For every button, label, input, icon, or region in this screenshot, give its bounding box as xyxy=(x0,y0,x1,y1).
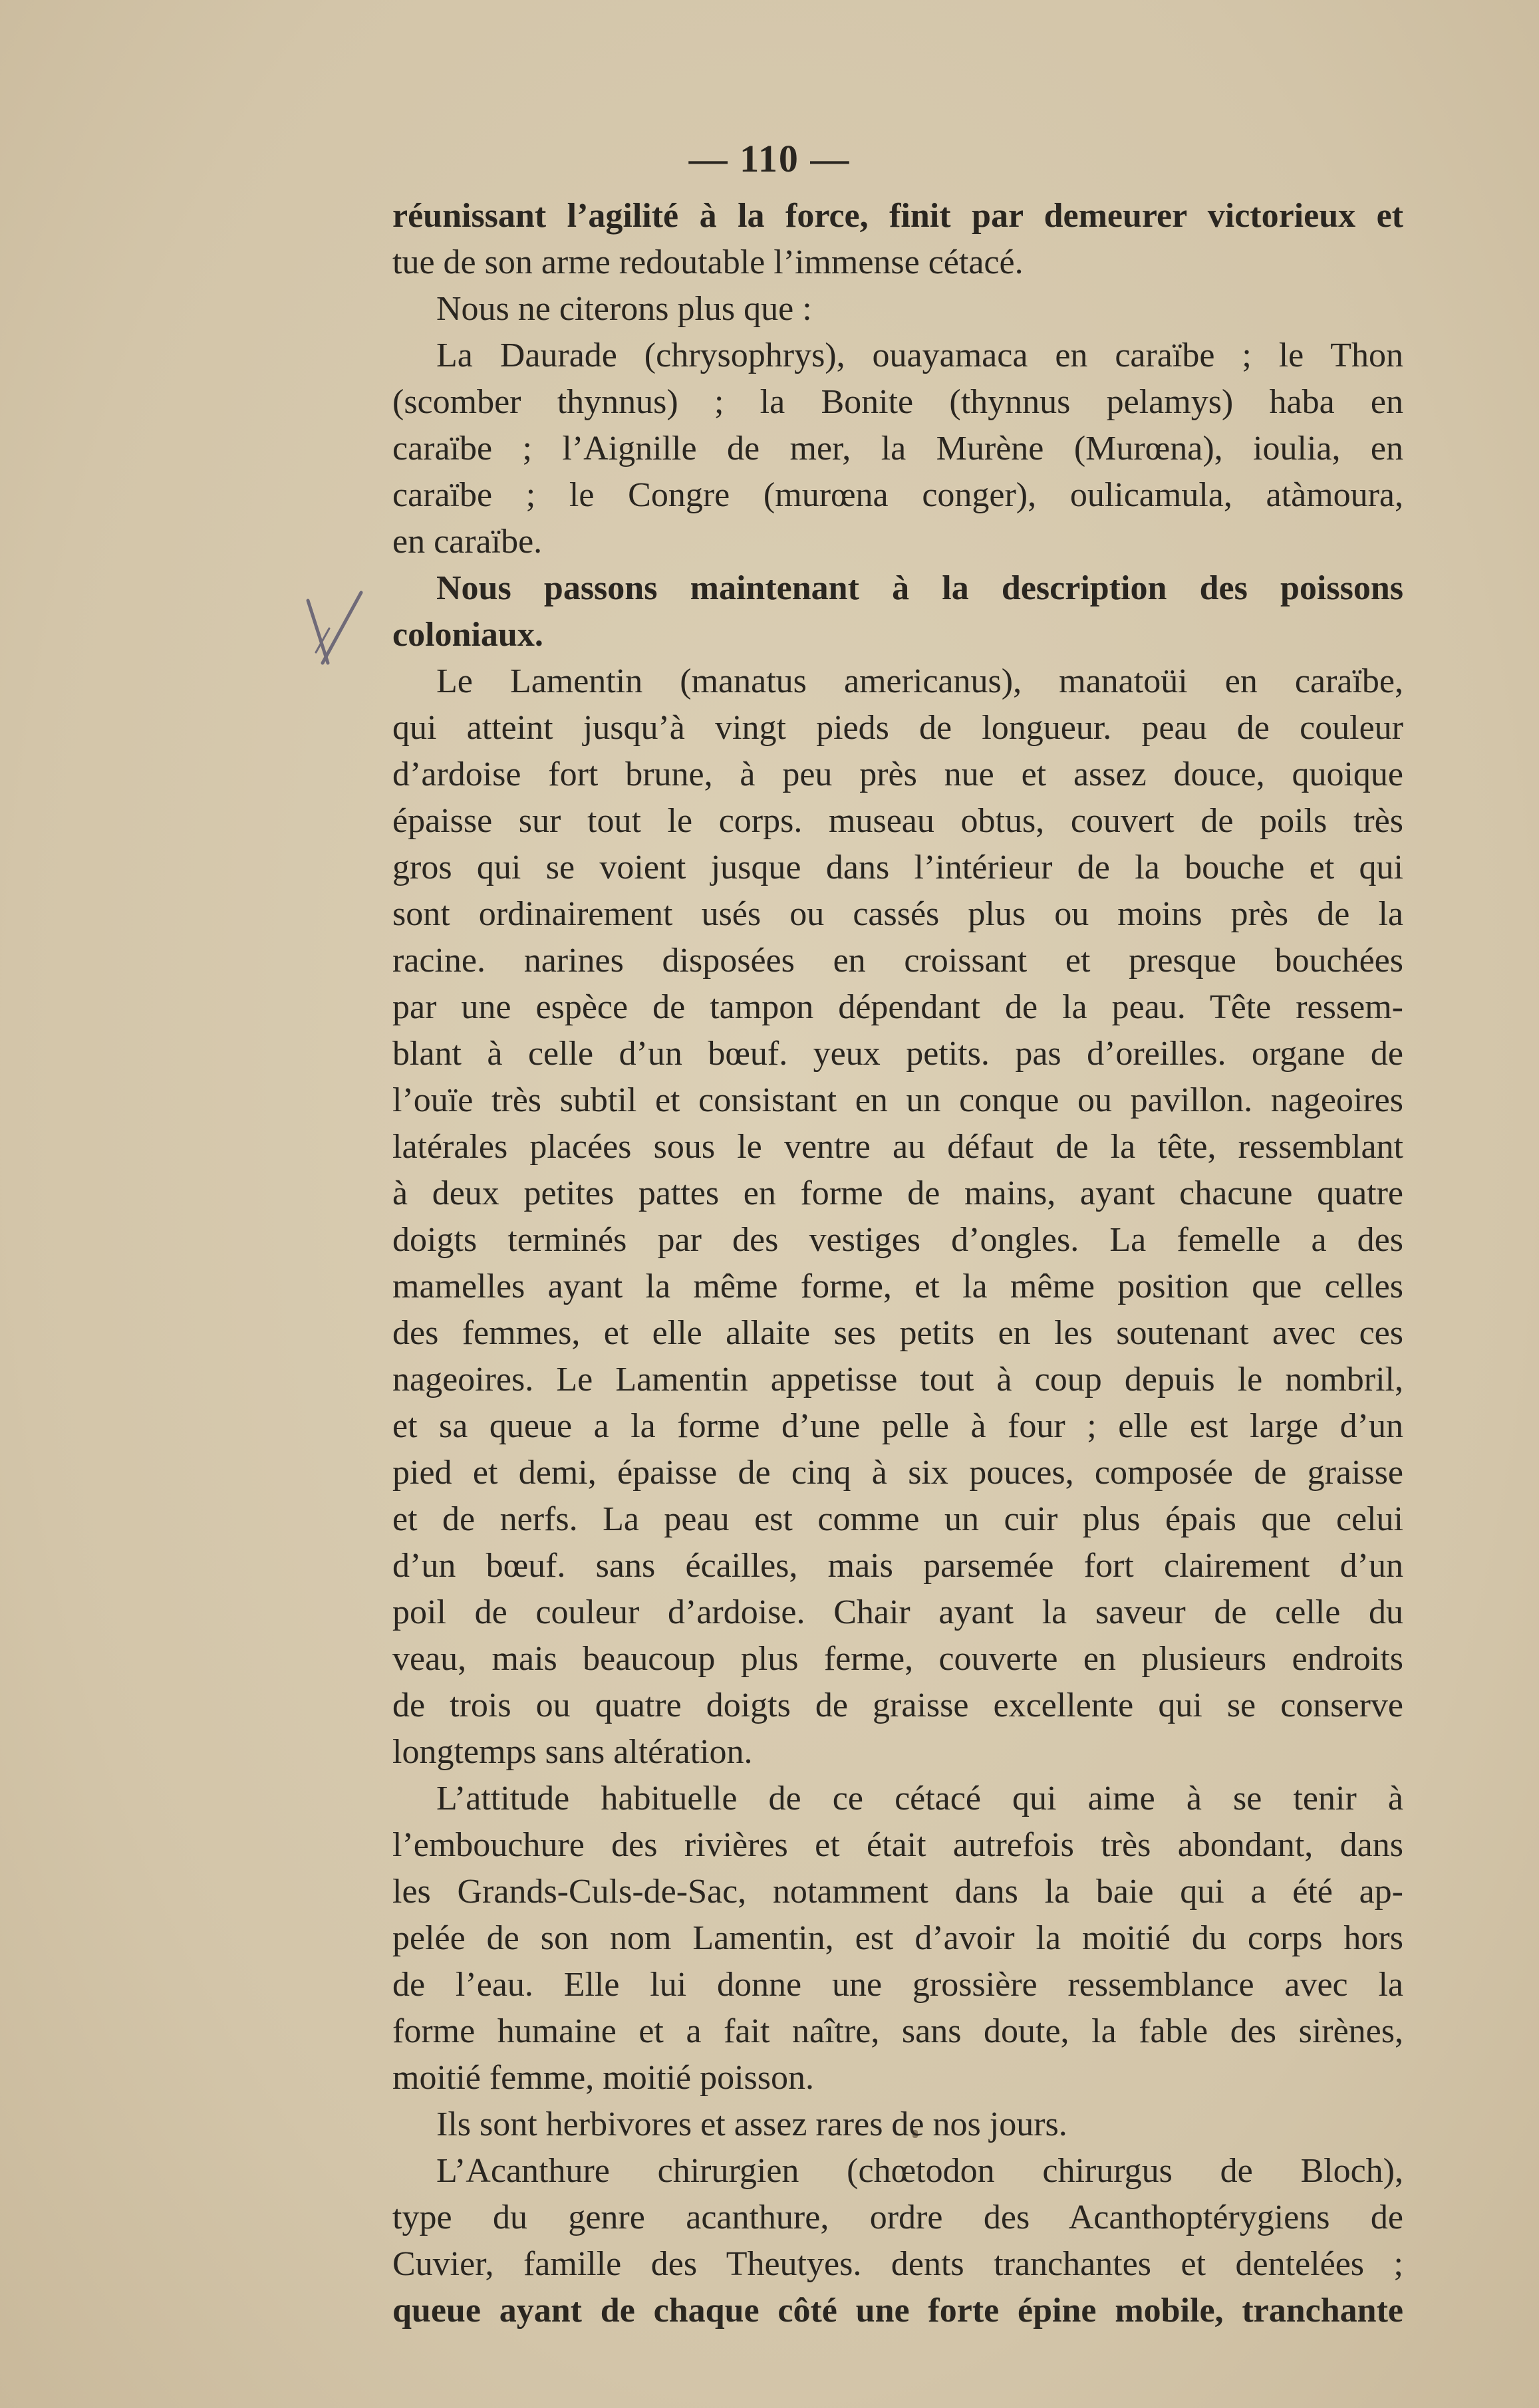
text-line: veau, mais beaucoup plus ferme, couverte en plusieurs endroits xyxy=(392,1640,1403,1678)
text-line: blant à celle d’un bœuf. yeux petits. pas d’oreilles. organe de xyxy=(392,1035,1403,1073)
body-text xyxy=(392,193,1403,2334)
page-number: — 110 — xyxy=(688,137,851,180)
text-line: épaisse sur tout le corps. museau obtus, couvert de poils très xyxy=(392,802,1403,840)
text-line: à deux petites pattes en forme de mains, ayant chacune quatre xyxy=(392,1174,1403,1212)
text-line: gros qui se voient jusque dans l’intérieur de la bouche et qui xyxy=(392,849,1403,886)
text-line: type du genre acanthure, ordre des Acanthoptérygiens de xyxy=(392,2199,1403,2236)
text-line: l’ouïe très subtil et consistant en un conque ou pavillon. nageoires xyxy=(392,1081,1403,1119)
text-line: l’embouchure des rivières et était autrefois très abondant, dans xyxy=(392,1826,1403,1864)
text-line: Le Lamentin (manatus americanus), manatoüi en caraïbe, xyxy=(436,662,1403,700)
text-line: d’ardoise fort brune, à peu près nue et assez douce, quoique xyxy=(392,755,1403,793)
text-line: longtemps sans altération. xyxy=(392,1733,753,1771)
text-line: Nous ne citerons plus que : xyxy=(436,290,812,328)
text-line: (scomber thynnus) ; la Bonite (thynnus pelamys) haba en xyxy=(392,383,1403,421)
handwritten-check-mark xyxy=(303,589,366,668)
text-line: de l’eau. Elle lui donne une grossière ressemblance avec la xyxy=(392,1966,1403,2004)
text-line: Cuvier, famille des Theutyes. dents tranchantes et dentelées ; xyxy=(392,2245,1403,2283)
text-line: par une espèce de tampon dépendant de la peau. Tête ressem- xyxy=(392,988,1403,1026)
text-line: sont ordinairement usés ou cassés plus ou moins près de la xyxy=(392,895,1403,933)
text-line: Nous passons maintenant à la description des poissons xyxy=(436,569,1403,607)
text-line: moitié femme, moitié poisson. xyxy=(392,2059,815,2097)
text-line: tue de son arme redoutable l’immense cétacé. xyxy=(392,243,1024,281)
text-line: réunissant l’agilité à la force, finit par demeurer victorieux et xyxy=(392,197,1403,235)
text-line: Ils sont herbivores et assez rares de nos jours. xyxy=(436,2105,1067,2143)
text-line: pelée de son nom Lamentin, est d’avoir la moitié du corps hors xyxy=(392,1919,1403,1957)
text-line: d’un bœuf. sans écailles, mais parsemée fort clairement d’un xyxy=(392,1547,1403,1585)
text-line: latérales placées sous le ventre au défaut de la tête, ressemblant xyxy=(392,1128,1403,1166)
text-line: en caraïbe. xyxy=(392,523,543,561)
text-line: caraïbe ; l’Aignille de mer, la Murène (Murœna), ioulia, en xyxy=(392,430,1403,468)
text-line: La Daurade (chrysophrys), ouayamaca en caraïbe ; le Thon xyxy=(436,336,1403,374)
text-line: forme humaine et a fait naître, sans doute, la fable des sirènes, xyxy=(392,2012,1403,2050)
text-line: pied et demi, épaisse de cinq à six pouces, composée de graisse xyxy=(392,1454,1403,1492)
text-line: mamelles ayant la même forme, et la même position que celles xyxy=(392,1268,1403,1305)
text-line: nageoires. Le Lamentin appetisse tout à coup depuis le nombril, xyxy=(392,1361,1403,1399)
text-line: racine. narines disposées en croissant et presque bouchées xyxy=(392,942,1403,980)
text-line: L’attitude habituelle de ce cétacé qui aime à se tenir à xyxy=(436,1780,1403,1817)
text-line: coloniaux. xyxy=(392,616,543,654)
text-line: caraïbe ; le Congre (murœna conger), oulicamula, atàmoura, xyxy=(392,476,1403,514)
text-line: doigts terminés par des vestiges d’ongles. La femelle a des xyxy=(392,1221,1403,1259)
text-line: poil de couleur d’ardoise. Chair ayant la saveur de celle du xyxy=(392,1593,1403,1631)
text-line: et de nerfs. La peau est comme un cuir plus épais que celui xyxy=(392,1500,1403,1538)
text-line: queue ayant de chaque côté une forte épine mobile, tranchante xyxy=(392,2292,1403,2330)
text-line: les Grands-Culs-de-Sac, notamment dans la baie qui a été ap- xyxy=(392,1873,1403,1911)
text-line: qui atteint jusqu’à vingt pieds de longueur. peau de couleur xyxy=(392,709,1403,747)
text-line: L’Acanthure chirurgien (chœtodon chirurgus de Bloch), xyxy=(436,2152,1403,2190)
text-line: de trois ou quatre doigts de graisse excellente qui se conserve xyxy=(392,1686,1403,1724)
text-line: des femmes, et elle allaite ses petits en les soutenant avec ces xyxy=(392,1314,1403,1352)
text-line: et sa queue a la forme d’une pelle à four ; elle est large d’un xyxy=(392,1407,1403,1445)
